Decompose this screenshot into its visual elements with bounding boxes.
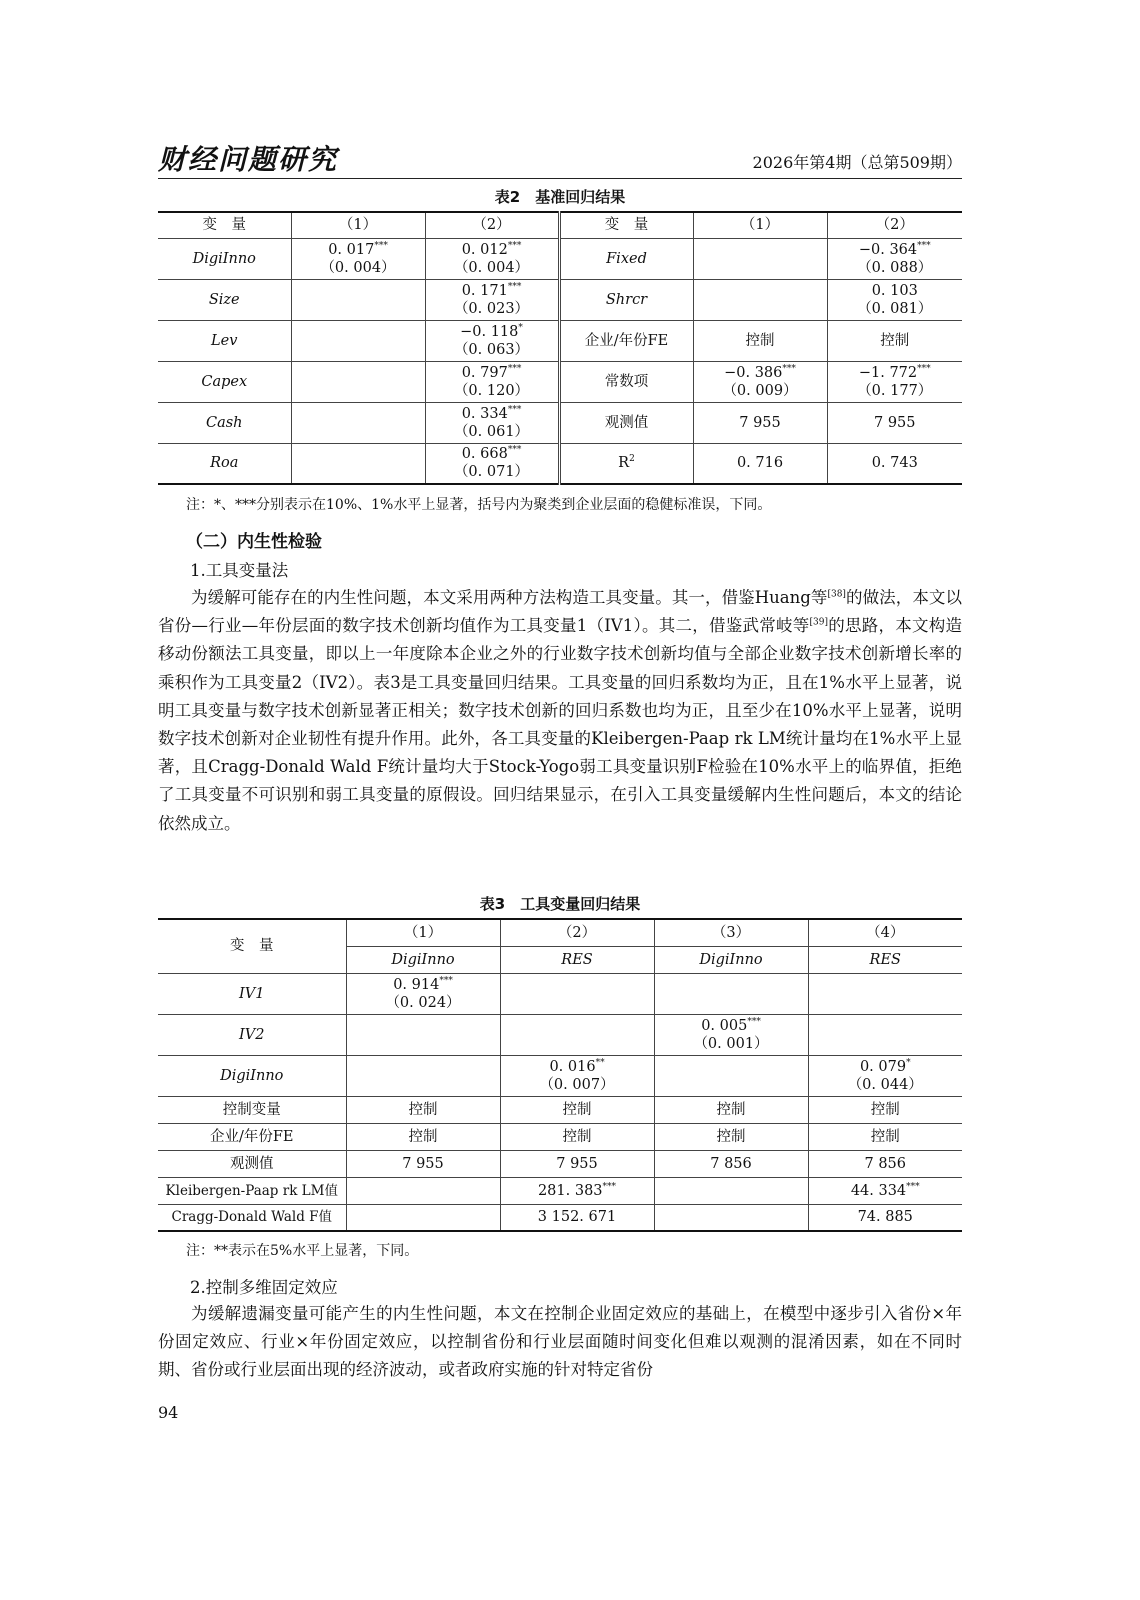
table-cell	[827, 361, 962, 402]
significance-stars: *	[518, 322, 523, 333]
coef-value: 0. 005	[701, 1017, 748, 1034]
coef-value: 0. 914	[393, 976, 440, 993]
variable-name: 企业/年份FE	[158, 1123, 346, 1150]
coef-value: −0. 386	[724, 364, 783, 381]
para1-text-c: 的思路，本文构造移动份额法工具变量，即以上一年度除本企业之外的行业数字技术创新均值与全部企业数字技术创新增长率的乘积作为工具变量2（IV2）。表3是工具变量回归结果。工具变量的回归系数均为正，且在1%水平上显著，说明工具变量与数字技术创新显著正相关；数字技术创新的回归系数也均为正，且至少在10%水平上显著，说明数字技术创新对企业韧性有提升作用。此外，各工具变量的Kleibergen-Paap rk LM统计量均在1%水平上显著，且Cragg-Donald Wald F统计量均大于Stock-Yogo弱工具变量识别F检验在10%水平上的临界值，拒绝了工具变量不可识别和弱工具变量的原假设。回归结果显示，在引入工具变量缓解内生性问题后，本文的结论依然成立。	[158, 616, 962, 833]
table-row	[158, 1123, 962, 1150]
coef-value: 3 152. 671	[537, 1209, 617, 1226]
table-cell	[693, 443, 827, 484]
variable-name: DigiInno	[158, 1055, 346, 1096]
table-row	[158, 973, 962, 1014]
dependent-variable: RES	[500, 946, 654, 973]
coef-value: 0. 012	[461, 241, 508, 258]
table-cell	[346, 1177, 500, 1204]
significance-stars: ***	[507, 363, 522, 374]
table-cell	[827, 238, 962, 279]
table3-note: 注：**表示在5%水平上显著，下同。	[186, 1243, 419, 1259]
table2-note: 注：*、***分别表示在10%、1%水平上显著，括号内为聚类到企业层面的稳健标准误，下同。	[186, 497, 772, 513]
std-error: （0. 004）	[453, 259, 530, 276]
table-cell	[425, 320, 559, 361]
coef-value: 0. 743	[871, 455, 918, 472]
table2	[158, 211, 962, 485]
significance-stars: *	[906, 1057, 911, 1068]
coef-value: 0. 797	[461, 364, 508, 381]
column-number: （1）	[346, 919, 500, 946]
variable-name: Fixed	[559, 238, 693, 279]
coef-value: 0. 016	[549, 1058, 596, 1075]
page-number: 94	[158, 1403, 179, 1422]
variable-name: IV1	[158, 973, 346, 1014]
significance-stars: ***	[374, 240, 388, 251]
std-error: （0. 071）	[453, 464, 530, 481]
table-row	[158, 320, 962, 361]
variable-name: Size	[158, 279, 291, 320]
table-row	[158, 238, 962, 279]
std-error: （0. 009）	[722, 382, 798, 399]
significance-stars: ***	[917, 240, 931, 251]
variable-name: Lev	[158, 320, 291, 361]
variable-name: $R^2$	[559, 443, 693, 484]
table-cell: 控制	[500, 1123, 654, 1150]
variable-name: Kleibergen-Paap rk LM值	[158, 1177, 346, 1204]
table-cell	[291, 238, 425, 279]
header-rule	[158, 178, 962, 179]
table2-header: 变 量	[158, 212, 291, 238]
significance-stars: ***	[507, 281, 522, 292]
column-number: （4）	[808, 919, 962, 946]
coef-value: −1. 772	[858, 364, 918, 381]
significance-stars: **	[595, 1057, 605, 1068]
table-row	[158, 443, 962, 484]
coef-value: 0. 171	[461, 282, 508, 299]
std-error: （0. 120）	[453, 382, 530, 399]
table-row	[158, 361, 962, 402]
coef-value: 0. 017	[328, 241, 375, 258]
significance-stars: ***	[602, 1181, 617, 1192]
table-cell: 7 856	[654, 1150, 808, 1177]
table3-var-header: 变 量	[158, 919, 346, 973]
variable-name: 常数项	[559, 361, 693, 402]
std-error: （0. 088）	[857, 259, 933, 276]
coef-value: −0. 364	[858, 241, 918, 258]
coef-value: 0. 334	[461, 405, 508, 422]
table-cell	[654, 973, 808, 1014]
table-cell: 控制	[808, 1123, 962, 1150]
coef-value: 44. 334	[850, 1182, 907, 1199]
table-cell: 控制	[654, 1123, 808, 1150]
para1-text-b: 的做法，本文以省份—行业—年份层面的数字技术创新均值作为工具变量1（IV1）。其二，借鉴武常岐等	[158, 588, 963, 636]
coef-value: 控制	[880, 332, 910, 349]
table-row	[158, 1055, 962, 1096]
significance-stars: ***	[507, 240, 522, 251]
table-row	[158, 1096, 962, 1123]
table-cell	[425, 443, 559, 484]
table-row	[158, 1150, 962, 1177]
table-cell: 控制	[654, 1096, 808, 1123]
table-cell	[425, 238, 559, 279]
table-cell	[808, 1014, 962, 1055]
dependent-variable: DigiInno	[346, 946, 500, 973]
table-cell	[500, 973, 654, 1014]
table-cell	[808, 973, 962, 1014]
table-cell: 7 856	[808, 1150, 962, 1177]
std-error: （0. 044）	[847, 1076, 923, 1093]
para2-text: 为缓解遗漏变量可能产生的内生性问题，本文在控制企业固定效应的基础上，在模型中逐步引入省份×年份固定效应、行业×年份固定效应，以控制省份和行业层面随时间变化但难以观测的混淆因素，如在不同时期、省份或行业层面出现的经济波动，或者政府实施的针对特定省份	[158, 1304, 962, 1380]
table-row	[158, 1014, 962, 1055]
table-cell	[654, 1177, 808, 1204]
table-row	[158, 1204, 962, 1231]
table-cell: 控制	[808, 1096, 962, 1123]
coef-value: 74. 885	[857, 1209, 913, 1226]
table3-caption: 表3 工具变量回归结果	[479, 895, 641, 913]
table-cell	[693, 320, 827, 361]
std-error: （0. 177）	[857, 382, 933, 399]
superscript: 2	[629, 454, 635, 465]
table-cell	[808, 1055, 962, 1096]
table-cell	[500, 1204, 654, 1231]
table-cell: 控制	[346, 1123, 500, 1150]
significance-stars: ***	[917, 363, 931, 374]
variable-name: 企业/年份FE	[559, 320, 693, 361]
std-error: （0. 007）	[539, 1076, 615, 1093]
table-cell: 控制	[346, 1096, 500, 1123]
table-cell	[827, 320, 962, 361]
citation-38: [38]	[827, 589, 846, 600]
table2-header: （1）	[693, 212, 827, 238]
section-heading: （二）内生性检验	[186, 532, 322, 552]
table-cell: 7 955	[346, 1150, 500, 1177]
variable-name: Cragg-Donald Wald F值	[158, 1204, 346, 1231]
coef-value: 7 955	[739, 414, 781, 431]
table-cell	[291, 320, 425, 361]
significance-stars: ***	[906, 1181, 920, 1192]
table2-header-row	[158, 212, 962, 238]
para1-text-a: 为缓解可能存在的内生性问题，本文采用两种方法构造工具变量。其一，借鉴Huang等	[191, 588, 828, 607]
std-error: （0. 061）	[453, 423, 530, 440]
table-cell	[425, 402, 559, 443]
std-error: （0. 001）	[693, 1035, 769, 1052]
table3	[158, 918, 962, 1232]
table-cell: 控制	[500, 1096, 654, 1123]
std-error: （0. 004）	[320, 259, 396, 276]
variable-name: 观测值	[559, 402, 693, 443]
coef-value: 0. 079	[859, 1058, 907, 1075]
column-number: （2）	[500, 919, 654, 946]
table-cell	[291, 443, 425, 484]
table-cell	[291, 361, 425, 402]
table-cell	[500, 1055, 654, 1096]
table-cell	[827, 443, 962, 484]
table-cell	[693, 279, 827, 320]
table-cell	[346, 1204, 500, 1231]
variable-name: IV2	[158, 1014, 346, 1055]
issue-info: 2026年第4期（总第509期）	[752, 153, 962, 172]
coef-value: 281. 383	[537, 1182, 603, 1199]
variable-name: Capex	[158, 361, 291, 402]
table-cell	[654, 1204, 808, 1231]
table-row	[158, 279, 962, 320]
table-cell	[500, 1177, 654, 1204]
table-cell: 7 955	[500, 1150, 654, 1177]
subsection-heading-1: 1.工具变量法	[190, 561, 289, 580]
table-cell	[346, 1014, 500, 1055]
significance-stars: ***	[439, 975, 453, 986]
table-cell	[693, 238, 827, 279]
variable-name: Roa	[158, 443, 291, 484]
table-cell	[808, 1177, 962, 1204]
paragraph-2	[158, 1300, 962, 1385]
coef-value: −0. 118	[460, 323, 519, 340]
coef-value: 0. 103	[871, 282, 918, 299]
variable-name: 观测值	[158, 1150, 346, 1177]
table-row	[158, 1177, 962, 1204]
significance-stars: ***	[782, 363, 796, 374]
table-cell	[500, 1014, 654, 1055]
column-number: （3）	[654, 919, 808, 946]
table2-header: （1）	[291, 212, 425, 238]
std-error: （0. 023）	[453, 300, 530, 317]
std-error: （0. 063）	[453, 341, 530, 358]
table2-caption: 表2 基准回归结果	[494, 188, 626, 206]
table-cell	[827, 402, 962, 443]
citation-39: [39]	[809, 617, 828, 628]
dependent-variable: DigiInno	[654, 946, 808, 973]
table2-header: 变 量	[559, 212, 693, 238]
paragraph-1	[158, 584, 962, 838]
table-cell	[808, 1204, 962, 1231]
variable-name: 控制变量	[158, 1096, 346, 1123]
table3-header-row	[158, 919, 962, 946]
table2-header: （2）	[425, 212, 559, 238]
dependent-variable: RES	[808, 946, 962, 973]
std-error: （0. 081）	[857, 300, 933, 317]
table-cell	[693, 361, 827, 402]
subsection-heading-2: 2.控制多维固定效应	[190, 1278, 338, 1297]
std-error: （0. 024）	[385, 994, 461, 1011]
coef-value: 控制	[745, 332, 775, 349]
significance-stars: ***	[507, 404, 522, 415]
variable-name: Shrcr	[559, 279, 693, 320]
coef-value: 0. 716	[736, 455, 784, 472]
table-row	[158, 402, 962, 443]
significance-stars: ***	[507, 445, 522, 456]
journal-logo: 财经问题研究	[158, 143, 339, 176]
table-cell	[291, 402, 425, 443]
significance-stars: ***	[747, 1016, 761, 1027]
table-cell	[654, 1014, 808, 1055]
table-cell	[425, 361, 559, 402]
variable-name: DigiInno	[158, 238, 291, 279]
table-cell	[654, 1055, 808, 1096]
table-cell	[425, 279, 559, 320]
coef-value: 0. 668	[461, 446, 508, 463]
table-cell	[346, 973, 500, 1014]
table-cell	[346, 1055, 500, 1096]
table-cell	[291, 279, 425, 320]
variable-name: Cash	[158, 402, 291, 443]
coef-value: 7 955	[873, 414, 916, 431]
table2-header: （2）	[827, 212, 962, 238]
table-cell	[693, 402, 827, 443]
table-cell	[827, 279, 962, 320]
